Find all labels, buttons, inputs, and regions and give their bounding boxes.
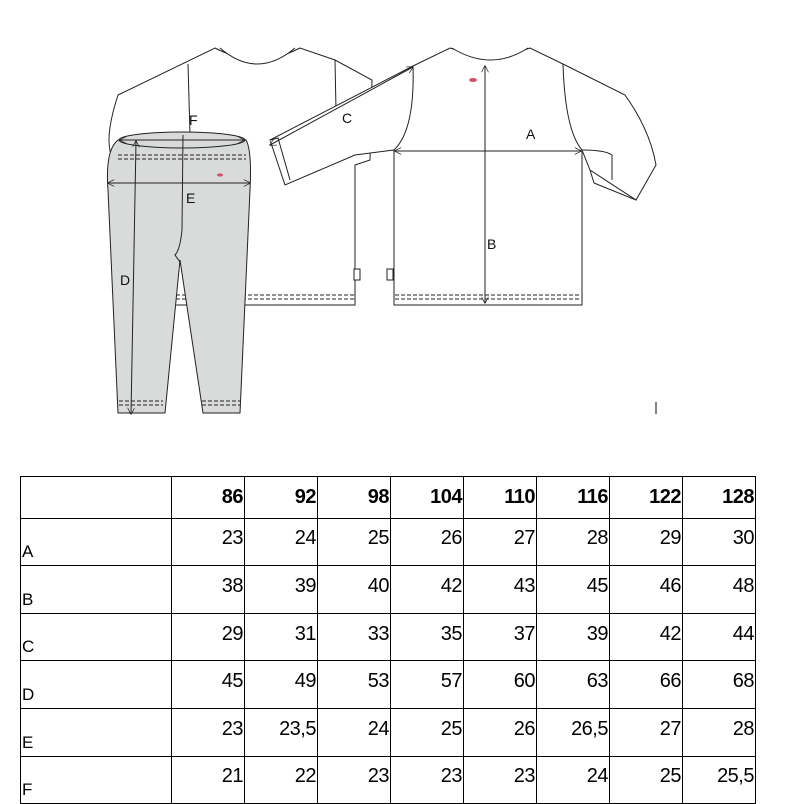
- measurement-value: 23: [318, 756, 391, 804]
- size-header: 128: [683, 477, 756, 519]
- label-f: F: [189, 112, 198, 128]
- measurement-value: 21: [172, 756, 245, 804]
- measurement-value: 57: [391, 661, 464, 709]
- size-header: 104: [391, 477, 464, 519]
- label-c: C: [342, 110, 353, 126]
- measurement-value: 66: [610, 661, 683, 709]
- measurement-value: 48: [683, 566, 756, 614]
- table-row: [21, 613, 756, 661]
- measurement-value: 23: [464, 756, 537, 804]
- measurement-value: 26,5: [537, 708, 610, 756]
- measurement-value: 30: [683, 518, 756, 566]
- measurement-value: 22: [245, 756, 318, 804]
- measurement-value: 33: [318, 613, 391, 661]
- measurement-value: 27: [610, 708, 683, 756]
- measurement-value: 27: [464, 518, 537, 566]
- label-e: E: [186, 190, 196, 206]
- measurement-value: 38: [172, 566, 245, 614]
- size-header-row: [21, 477, 756, 519]
- size-header: 98: [318, 477, 391, 519]
- measurement-value: 35: [391, 613, 464, 661]
- measurement-value: 25: [318, 518, 391, 566]
- measurement-value: 39: [245, 566, 318, 614]
- label-b: B: [487, 236, 497, 252]
- measurement-value: 43: [464, 566, 537, 614]
- label-d: D: [120, 272, 131, 288]
- measurement-value: 68: [683, 661, 756, 709]
- corner-cell: [21, 477, 172, 519]
- size-header: 110: [464, 477, 537, 519]
- table-row: [21, 518, 756, 566]
- measurement-value: 23: [172, 708, 245, 756]
- measurement-value: 25: [391, 708, 464, 756]
- size-header: 122: [610, 477, 683, 519]
- measurement-value: 24: [537, 756, 610, 804]
- label-a: A: [526, 126, 536, 142]
- measurement-value: 31: [245, 613, 318, 661]
- measurement-label: E: [21, 708, 172, 756]
- measurement-value: 37: [464, 613, 537, 661]
- measurement-value: 49: [245, 661, 318, 709]
- measurement-value: 39: [537, 613, 610, 661]
- measurement-value: 60: [464, 661, 537, 709]
- measurement-value: 25,5: [683, 756, 756, 804]
- size-chart-table: [20, 476, 756, 804]
- measurement-value: 23: [391, 756, 464, 804]
- measurement-value: 29: [172, 613, 245, 661]
- size-header: 86: [172, 477, 245, 519]
- measurement-value: 25: [610, 756, 683, 804]
- measurement-label: B: [21, 566, 172, 614]
- size-header: 116: [537, 477, 610, 519]
- table-row: [21, 661, 756, 709]
- table-row: [21, 708, 756, 756]
- size-header: 92: [245, 477, 318, 519]
- measurement-label: F: [21, 756, 172, 804]
- measurement-value: 44: [683, 613, 756, 661]
- measurement-value: 26: [464, 708, 537, 756]
- measurement-label: A: [21, 518, 172, 566]
- measurement-value: 29: [610, 518, 683, 566]
- measurement-label: D: [21, 661, 172, 709]
- measurement-value: 24: [245, 518, 318, 566]
- measurement-value: 28: [683, 708, 756, 756]
- measurement-value: 24: [318, 708, 391, 756]
- measurement-value: 42: [391, 566, 464, 614]
- measurement-value: 28: [537, 518, 610, 566]
- measurement-value: 40: [318, 566, 391, 614]
- measurement-value: 26: [391, 518, 464, 566]
- measurement-label: C: [21, 613, 172, 661]
- measurement-value: 42: [610, 613, 683, 661]
- measurement-value: 53: [318, 661, 391, 709]
- measurement-value: 45: [172, 661, 245, 709]
- measurement-value: 63: [537, 661, 610, 709]
- table-row: [21, 756, 756, 804]
- measurement-value: 46: [610, 566, 683, 614]
- measurement-value: 23: [172, 518, 245, 566]
- measurement-value: 45: [537, 566, 610, 614]
- measurement-value: 23,5: [245, 708, 318, 756]
- table-row: [21, 566, 756, 614]
